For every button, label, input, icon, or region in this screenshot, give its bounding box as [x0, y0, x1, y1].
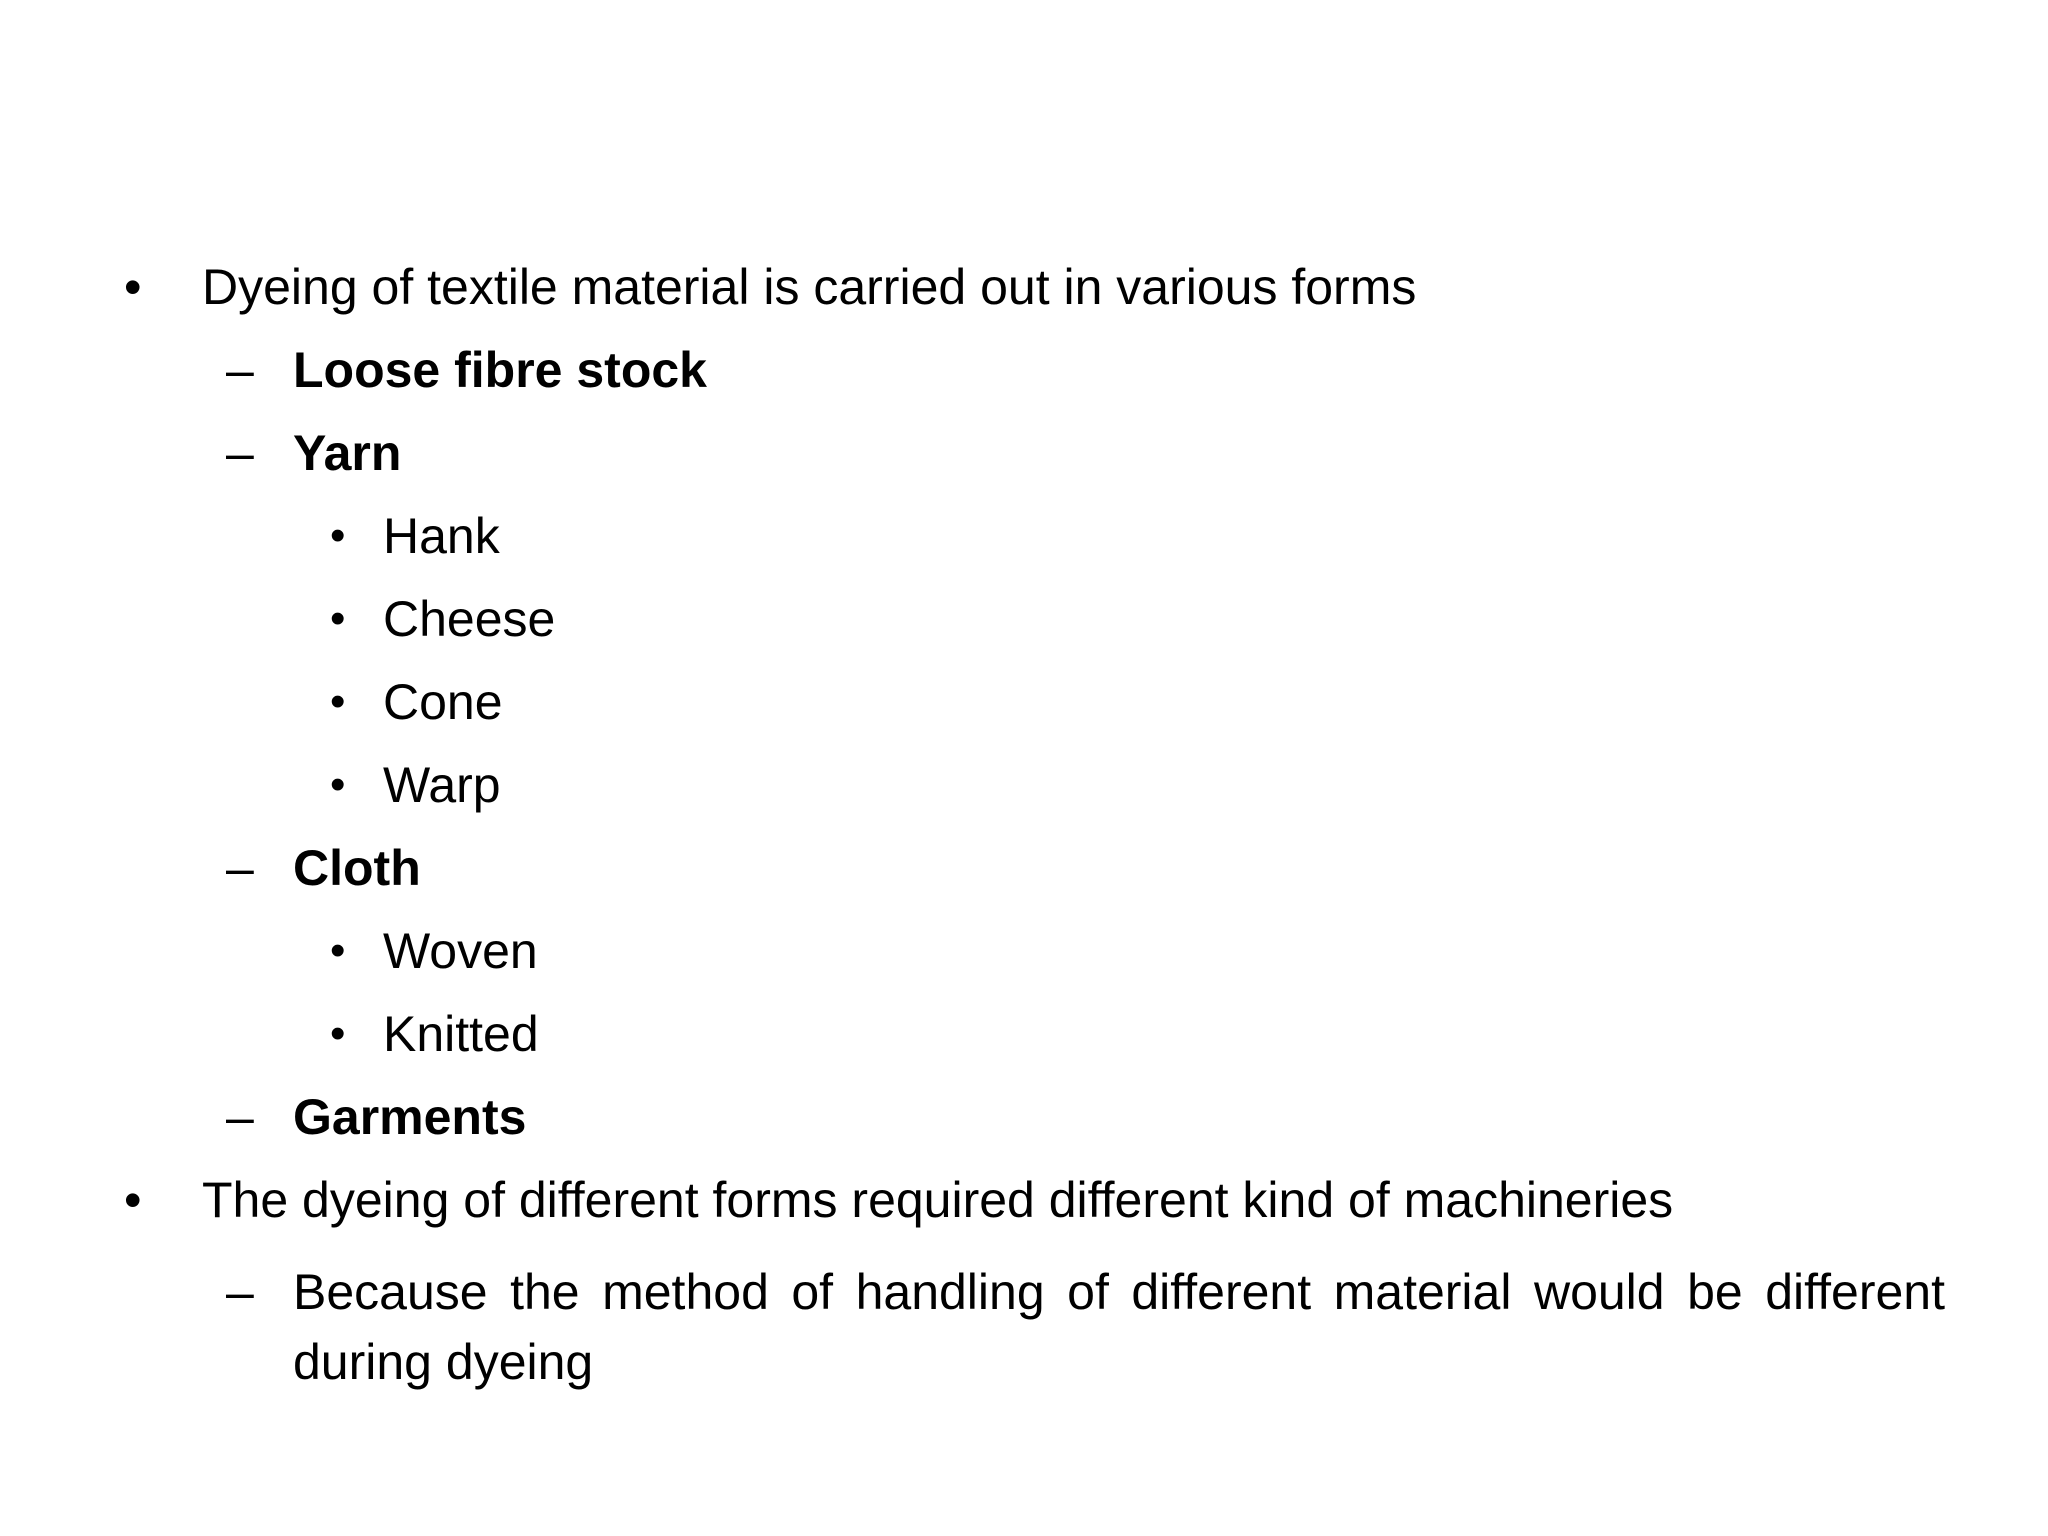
bullet-dot: •: [330, 594, 346, 643]
list-item-text: Yarn: [293, 425, 402, 481]
list-item-text: Cheese: [383, 591, 556, 647]
list-item-text: Cloth: [293, 840, 421, 896]
bullet-dash: –: [226, 840, 254, 896]
bullet-dash: –: [226, 1089, 254, 1145]
bullet-dash: –: [226, 425, 254, 481]
bullet-dot: •: [330, 760, 346, 809]
bullet-dash: –: [226, 1264, 254, 1320]
bullet-dot: •: [330, 511, 346, 560]
bullet-dot: •: [124, 259, 142, 315]
bullet-dash: –: [226, 342, 254, 398]
list-item-text: Garments: [293, 1089, 527, 1145]
bullet-dot: •: [124, 1172, 142, 1228]
list-item-text: Loose fibre stock: [293, 342, 707, 398]
list-item-text: The dyeing of different forms required different kind of machineries: [202, 1172, 1674, 1228]
bullet-dot: •: [330, 1009, 346, 1058]
list-item-text: Woven: [383, 923, 538, 979]
list-item-text: Knitted: [383, 1006, 539, 1062]
list-item-text: Dyeing of textile material is carried out in various forms: [202, 259, 1417, 315]
bullet-dot: •: [330, 677, 346, 726]
list-item-text: Hank: [383, 508, 500, 564]
list-item-text: Warp: [383, 757, 501, 813]
list-item-text: Because the method of handling of different material would be different during dyeing: [293, 1264, 1945, 1390]
bullet-dot: •: [330, 926, 346, 975]
list-item-text: Cone: [383, 674, 503, 730]
